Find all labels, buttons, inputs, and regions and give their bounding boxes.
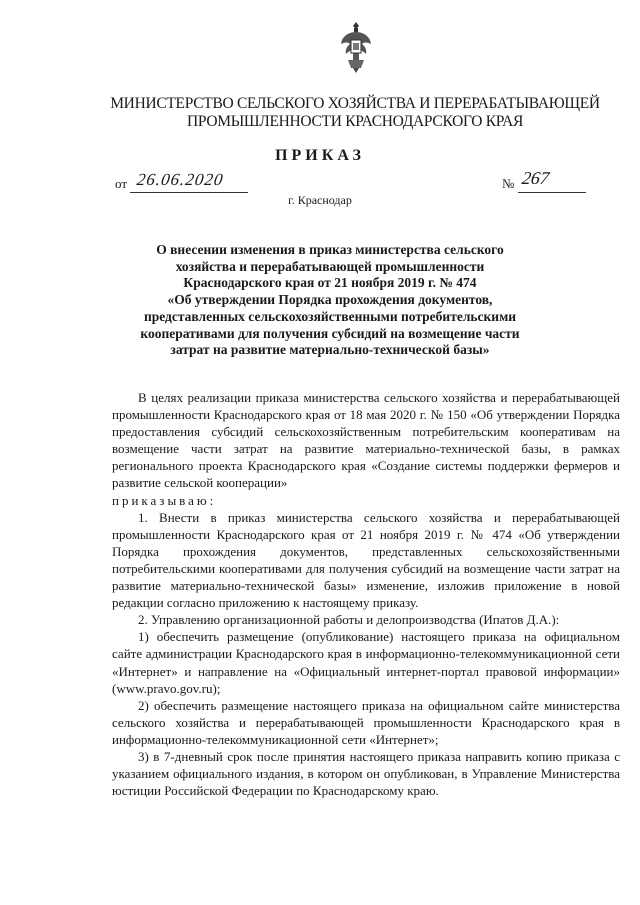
number-prefix: № [502, 176, 515, 191]
ministry-name-line2: ПРОМЫШЛЕННОСТИ КРАСНОДАРСКОГО КРАЯ [186, 113, 524, 130]
item-2-3-paragraph: 3) в 7-дневный срок после принятия настоящего приказа направить копию приказа с указанием официального издания, в котором он опубликован, в Управление Министерства юстиции Российской Федерации по Краснодарскому краю. [112, 748, 620, 799]
order-word-text: приказываю: [112, 492, 217, 508]
date-prefix: от [115, 176, 128, 191]
city-label: г. Краснодар [288, 193, 352, 207]
subject-line: хозяйства и перерабатывающей промышленности [175, 258, 485, 274]
document-type-title: ПРИКАЗ [275, 147, 365, 164]
subject-line: кооперативами для получения субсидий на возмещение части [140, 325, 520, 341]
subject-line: затрат на развитие материально-технической базы» [170, 342, 490, 358]
order-body [112, 389, 620, 799]
order-word [112, 492, 620, 509]
subject-line: О внесении изменения в приказ министерства сельского [156, 242, 504, 257]
ministry-name-line1: МИНИСТЕРСТВО СЕЛЬСКОГО ХОЗЯЙСТВА И ПЕРЕРАБАТЫВАЮЩЕЙ [110, 95, 600, 112]
order-subject [120, 242, 540, 359]
subject-line: «Об утверждении Порядка прохождения документов, [167, 292, 493, 308]
item-2-paragraph: 2. Управлению организационной работы и делопроизводства (Ипатов Д.А.): [138, 612, 560, 628]
item-2-2-paragraph: 2) обеспечить размещение настоящего приказа на официальном сайте министерства сельского хозяйства и перерабатывающей промышленности Краснодарского края в информационно-телекоммуникационной сети «Интернет»; [112, 697, 620, 747]
handwritten-date: 26.06.2020 [135, 170, 225, 189]
subject-line: Краснодарского края от 21 ноября 2019 г. № 474 [183, 275, 477, 291]
handwritten-number: 267 [520, 168, 551, 188]
number-underline [518, 192, 586, 193]
subject-line: представленных сельскохозяйственными потребительскими [143, 308, 517, 324]
item-2-1-paragraph: 1) обеспечить размещение (опубликование) настоящего приказа на официальном сайте администрации Краснодарского края в информационно-телекоммуникационной сети «Интернет» и направление на «Официальный интернет-портал правовой информации» (www.pravo.gov.ru); [112, 629, 620, 696]
item-1-paragraph: 1. Внести в приказ министерства сельского хозяйства и перерабатывающей промышленности Краснодарского края от 21 ноября 2019 г. № 474 «Об утверждении Порядка прохождения документов, представленных сельскохозяйственными потребительскими кооперативами для получения субсидий на возмещение части затрат на развитие материально-технической базы» изменение, изложив приложение в новой редакции согласно приложению к настоящему приказу. [112, 509, 620, 611]
coat-of-arms-icon [339, 20, 373, 74]
preamble-paragraph: В целях реализации приказа министерства сельского хозяйства и перерабатывающей промышленности Краснодарского края от 18 мая 2020 г. № 150 «Об утверждении Порядка предоставления субсидий сельскохозяйственным потребительским кооперативам на возмещение части затрат на развитие материально-технической базы, в рамках регионального проекта Краснодарского края «Создание системы поддержки фермеров и развитие сельской кооперации» [112, 390, 620, 491]
